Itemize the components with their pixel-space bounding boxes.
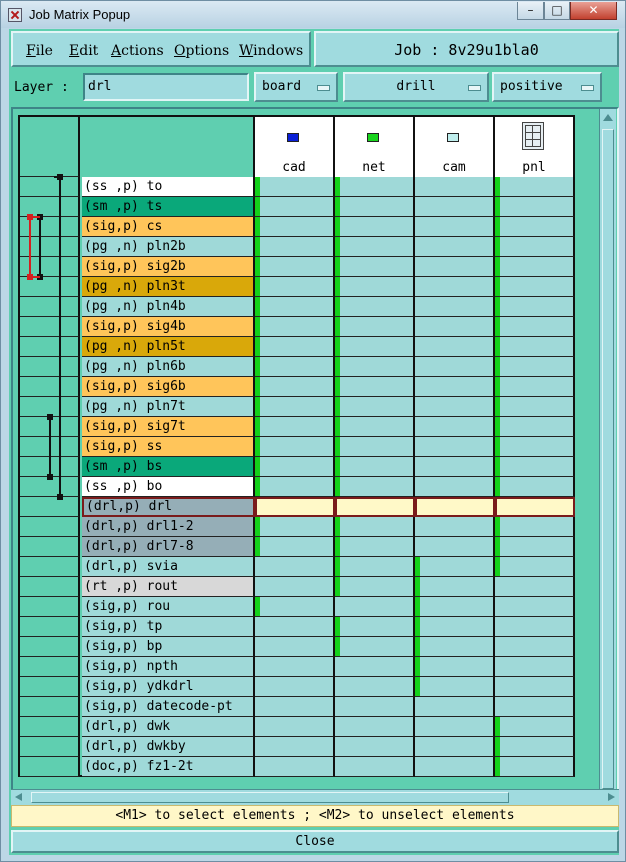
matrix-cell-cam[interactable] [415,577,495,597]
matrix-cell-cam[interactable] [415,737,495,757]
layer-row-name[interactable]: (drl,p) svia [82,557,255,577]
option-menu-indicator-icon [581,85,594,91]
layer-present-marker [255,237,260,256]
menu-edit-rest: dit [79,43,99,59]
matrix-cell-pnl[interactable] [495,477,575,497]
menu-options-accel: O [174,43,186,59]
matrix-cell-pnl[interactable] [495,217,575,237]
matrix-cell-net[interactable] [335,317,415,337]
context-option-label: board [262,79,302,94]
menu-bar [11,31,311,67]
matrix-cell-pnl[interactable] [495,637,575,657]
matrix-cell-pnl[interactable] [495,397,575,417]
layer-present-marker [495,557,500,576]
layer-present-marker [255,537,260,556]
matrix-cell-cad[interactable] [255,197,335,217]
layer-present-marker [495,477,500,496]
light-square-icon [447,133,459,142]
layer-present-marker [255,277,260,296]
menu-windows[interactable] [239,43,303,59]
matrix-panel [11,107,619,813]
menu-options[interactable] [174,43,229,59]
matrix-cell-cad[interactable] [255,257,335,277]
layer-present-marker [255,297,260,316]
layer-present-marker [415,617,420,636]
layer-present-marker [335,437,340,456]
maximize-button[interactable]: □ [544,2,570,20]
matrix-cell-net[interactable] [335,297,415,317]
layer-present-marker [495,357,500,376]
layer-present-marker [495,397,500,416]
matrix-cell-net[interactable] [335,617,415,637]
matrix-cell-net[interactable] [335,757,415,777]
matrix-cell-net[interactable] [335,337,415,357]
matrix-cell-pnl[interactable] [495,737,575,757]
matrix-grid [18,115,575,777]
menu-actions[interactable] [111,43,164,59]
matrix-cell-pnl[interactable] [495,317,575,337]
matrix-cell-cad[interactable] [255,617,335,637]
matrix-cell-pnl[interactable] [495,537,575,557]
layer-present-marker [255,357,260,376]
status-message: <M1> to select elements ; <M2> to unselect elements [11,805,619,827]
layer-row-name[interactable]: (sig,p) ydkdrl [82,677,255,697]
layer-row-name[interactable]: (sig,p) sig6b [82,377,255,397]
matrix-cell-cam[interactable] [415,717,495,737]
matrix-cell-cam[interactable] [415,377,495,397]
layer-present-marker [335,417,340,436]
layer-present-marker [415,577,420,596]
layer-present-marker [255,517,260,536]
matrix-cell-cam[interactable] [415,397,495,417]
layer-present-marker [335,557,340,576]
matrix-cell-pnl[interactable] [495,177,575,197]
layer-present-marker [495,337,500,356]
layer-present-marker [415,557,420,576]
matrix-cell-pnl[interactable] [495,697,575,717]
layer-present-marker [495,317,500,336]
job-info [314,31,619,67]
matrix-cell-cad[interactable] [255,497,335,517]
matrix-cell-pnl[interactable] [495,277,575,297]
layer-row-name[interactable]: (sm ,p) ts [82,197,255,217]
layer-present-marker [255,377,260,396]
matrix-cell-net[interactable] [335,497,415,517]
layer-row-name[interactable]: (sig,p) datecode-pt [82,697,255,717]
polarity-option-label: positive [500,79,563,94]
layer-present-marker [255,217,260,236]
panel-grid-icon [522,122,544,150]
layer-row-name[interactable]: (sm ,p) bs [82,457,255,477]
layer-present-marker [495,757,500,776]
matrix-cell-cad[interactable] [255,737,335,757]
layer-present-marker [335,317,340,336]
layer-present-marker [255,197,260,216]
client-area [9,29,619,855]
column-header-label: net [362,160,386,175]
layer-present-marker [495,517,500,536]
layer-row-name[interactable]: (pg ,n) pln6b [82,357,255,377]
menu-edit[interactable] [69,43,98,59]
drill-span-end [47,414,53,420]
layer-row-name[interactable]: (drl,p) drl1-2 [82,517,255,537]
scroll-left-icon[interactable] [15,793,22,801]
matrix-cell-net[interactable] [335,417,415,437]
matrix-cell-cad[interactable] [255,337,335,357]
matrix-cell-cam[interactable] [415,417,495,437]
layer-present-marker [495,177,500,196]
matrix-cell-cam[interactable] [415,617,495,637]
matrix-cell-cad[interactable] [255,637,335,657]
menu-file[interactable] [26,43,53,59]
matrix-cell-net[interactable] [335,357,415,377]
layer-present-marker [335,357,340,376]
column-header-label: cam [442,160,466,175]
layer-present-marker [495,537,500,556]
matrix-cell-cam[interactable] [415,637,495,657]
matrix-cell-cam[interactable] [415,317,495,337]
matrix-cell-pnl[interactable] [495,357,575,377]
matrix-cell-cam[interactable] [415,337,495,357]
layer-row-name[interactable]: (pg ,n) pln7t [82,397,255,417]
layer-present-marker [335,297,340,316]
matrix-cell-cam[interactable] [415,657,495,677]
menu-file-accel: F [26,43,36,59]
matrix-cell-cam[interactable] [415,457,495,477]
layer-present-marker [495,377,500,396]
layer-present-marker [335,637,340,656]
layer-present-marker [495,297,500,316]
matrix-cell-cam[interactable] [415,197,495,217]
matrix-cell-cam[interactable] [415,297,495,317]
matrix-cell-cad[interactable] [255,297,335,317]
matrix-cell-cad[interactable] [255,517,335,537]
layer-row-name[interactable]: (pg ,n) pln2b [82,237,255,257]
menu-actions-accel: A [111,43,122,59]
matrix-cell-net[interactable] [335,237,415,257]
matrix-cell-pnl[interactable] [495,657,575,677]
layer-present-marker [335,457,340,476]
matrix-cell-pnl[interactable] [495,497,575,517]
layer-present-marker [335,237,340,256]
menu-edit-accel: E [69,43,80,59]
matrix-cell-cad[interactable] [255,697,335,717]
matrix-cell-pnl[interactable] [495,257,575,277]
job-name: Job : 8v29u1bla0 [394,41,539,59]
layer-row-name[interactable]: (drl,p) dwk [82,717,255,737]
layer-present-marker [415,657,420,676]
matrix-cell-cam[interactable] [415,357,495,377]
matrix-cell-cam[interactable] [415,437,495,457]
layer-label: Layer : [14,80,69,95]
layer-present-marker [335,197,340,216]
matrix-cell-pnl[interactable] [495,297,575,317]
layer-row-name[interactable]: (sig,p) sig7t [82,417,255,437]
matrix-cell-cad[interactable] [255,277,335,297]
matrix-cell-pnl[interactable] [495,597,575,617]
matrix-cell-cam[interactable] [415,557,495,577]
matrix-cell-cam[interactable] [415,517,495,537]
layer-row-name[interactable]: (sig,p) cs [82,217,255,237]
layer-present-marker [255,317,260,336]
layer-present-marker [255,437,260,456]
matrix-cell-cam[interactable] [415,237,495,257]
layer-present-marker [335,577,340,596]
matrix-cell-net[interactable] [335,397,415,417]
matrix-cell-cad[interactable] [255,717,335,737]
layer-row-name[interactable]: (pg ,n) pln3t [82,277,255,297]
matrix-cell-net[interactable] [335,597,415,617]
column-header-cad[interactable] [255,117,335,177]
layer-present-marker [495,277,500,296]
matrix-cell-pnl[interactable] [495,717,575,737]
matrix-cell-cam[interactable] [415,217,495,237]
column-header-label: pnl [522,160,546,175]
matrix-cell-net[interactable] [335,697,415,717]
layer-row-name[interactable]: (sig,p) ss [82,437,255,457]
layer-row-name[interactable]: (ss ,p) bo [82,477,255,497]
matrix-cell-cam[interactable] [415,537,495,557]
menu-options-rest: ptions [185,43,230,59]
matrix-cell-cam[interactable] [415,697,495,717]
matrix-cell-cad[interactable] [255,177,335,197]
matrix-cell-pnl[interactable] [495,577,575,597]
type-option-button[interactable] [343,72,489,102]
layer-present-marker [495,437,500,456]
matrix-cell-pnl[interactable] [495,197,575,217]
layer-present-marker [495,737,500,756]
matrix-cell-net[interactable] [335,277,415,297]
layer-present-marker [335,257,340,276]
matrix-cell-cam[interactable] [415,757,495,777]
layer-row-name[interactable]: (drl,p) drl7-8 [82,537,255,557]
matrix-cell-cad[interactable] [255,437,335,457]
layer-present-marker [335,397,340,416]
context-option-button[interactable] [254,72,338,102]
polarity-option-button[interactable] [492,72,602,102]
layer-row-name[interactable]: (drl,p) dwkby [82,737,255,757]
matrix-cell-net[interactable] [335,577,415,597]
close-button[interactable]: Close [11,830,619,853]
matrix-cell-pnl[interactable] [495,617,575,637]
layer-present-marker [255,597,260,616]
matrix-cell-net[interactable] [335,217,415,237]
matrix-cell-pnl[interactable] [495,237,575,257]
app-icon [8,8,22,22]
scroll-up-icon[interactable] [603,114,613,121]
layer-row-name[interactable]: (ss ,p) to [82,177,255,197]
matrix-cell-cad[interactable] [255,317,335,337]
layer-present-marker [255,257,260,276]
option-menu-indicator-icon [468,85,481,91]
matrix-cell-net[interactable] [335,737,415,757]
matrix-cell-net[interactable] [335,177,415,197]
layer-row-name[interactable]: (rt ,p) rout [82,577,255,597]
menu-windows-rest: indows [253,43,304,59]
matrix-cell-cad[interactable] [255,657,335,677]
matrix-cell-pnl[interactable] [495,757,575,777]
horizontal-scrollbar[interactable] [11,789,619,805]
matrix-cell-cad[interactable] [255,577,335,597]
green-square-icon [367,133,379,142]
matrix-cell-pnl[interactable] [495,677,575,697]
layer-present-marker [335,337,340,356]
matrix-cell-cam[interactable] [415,177,495,197]
matrix-cell-pnl[interactable] [495,457,575,477]
layer-row-name[interactable]: (sig,p) tp [82,617,255,637]
layer-present-marker [255,177,260,196]
matrix-cell-cam[interactable] [415,257,495,277]
matrix-cell-net[interactable] [335,457,415,477]
layer-row-name[interactable]: (doc,p) fz1-2t [82,757,255,777]
menu-file-rest: ile [35,43,53,59]
option-menu-indicator-icon [317,85,330,91]
layer-present-marker [335,177,340,196]
matrix-cell-cad[interactable] [255,397,335,417]
layer-present-marker [415,677,420,696]
matrix-cell-pnl[interactable] [495,377,575,397]
matrix-cell-net[interactable] [335,517,415,537]
layer-present-marker [495,217,500,236]
layer-present-marker [255,397,260,416]
matrix-cell-net[interactable] [335,257,415,277]
drill-span-end [57,494,63,500]
matrix-cell-cad[interactable] [255,357,335,377]
layer-name-header [80,117,255,177]
matrix-cell-cad[interactable] [255,457,335,477]
matrix-cell-net[interactable] [335,637,415,657]
matrix-cell-cad[interactable] [255,597,335,617]
matrix-cell-cad[interactable] [255,217,335,237]
horizontal-scroll-thumb[interactable] [31,792,509,803]
menu-windows-accel: W [239,43,254,59]
layer-present-marker [495,417,500,436]
matrix-cell-cam[interactable] [415,597,495,617]
layer-row-name[interactable]: (pg ,n) pln4b [82,297,255,317]
layer-row-name[interactable]: (drl,p) drl [82,497,255,517]
matrix-cell-cam[interactable] [415,497,495,517]
layer-present-marker [255,477,260,496]
column-header-net[interactable] [335,117,415,177]
menu-actions-rest: ctions [121,43,164,59]
matrix-cell-cam[interactable] [415,277,495,297]
column-header-cam[interactable] [415,117,495,177]
drill-span-end [57,174,63,180]
blue-square-icon [287,133,299,142]
matrix-cell-cad[interactable] [255,537,335,557]
vertical-scroll-thumb[interactable] [602,129,614,789]
layer-present-marker [495,457,500,476]
matrix-cell-net[interactable] [335,657,415,677]
close-window-button[interactable]: ✕ [570,2,617,20]
layer-present-marker [415,637,420,656]
layer-present-marker [335,217,340,236]
matrix-cell-net[interactable] [335,477,415,497]
matrix-cell-cam[interactable] [415,677,495,697]
layer-row-name[interactable]: (sig,p) bp [82,637,255,657]
column-header-label: cad [282,160,306,175]
window-title: Job Matrix Popup [29,7,131,22]
layer-present-marker [495,197,500,216]
matrix-cell-pnl[interactable] [495,337,575,357]
matrix-cell-net[interactable] [335,437,415,457]
matrix-cell-net[interactable] [335,377,415,397]
matrix-cell-cam[interactable] [415,477,495,497]
matrix-cell-net[interactable] [335,557,415,577]
matrix-cell-pnl[interactable] [495,517,575,537]
matrix-cell-cad[interactable] [255,757,335,777]
layer-present-marker [255,417,260,436]
layer-row-name[interactable]: (sig,p) sig4b [82,317,255,337]
drill-span-diagram [20,117,80,777]
matrix-cell-pnl[interactable] [495,437,575,457]
layer-present-marker [335,277,340,296]
matrix-cell-pnl[interactable] [495,557,575,577]
title-bar[interactable] [1,1,625,28]
matrix-cell-cad[interactable] [255,477,335,497]
scroll-right-icon[interactable] [608,793,615,801]
layer-row-name[interactable]: (sig,p) rou [82,597,255,617]
layer-present-marker [255,337,260,356]
layer-present-marker [335,477,340,496]
matrix-cell-net[interactable] [335,677,415,697]
layer-present-marker [335,537,340,556]
layer-input[interactable]: drl [83,73,249,101]
layer-present-marker [495,257,500,276]
matrix-cell-cad[interactable] [255,557,335,577]
layer-present-marker [335,617,340,636]
layer-row-name[interactable]: (pg ,n) pln5t [82,337,255,357]
drill-span-end [47,474,53,480]
column-header-pnl[interactable] [495,117,575,177]
matrix-cell-cad[interactable] [255,677,335,697]
layer-present-marker [335,377,340,396]
matrix-cell-cad[interactable] [255,237,335,257]
matrix-cell-net[interactable] [335,537,415,557]
layer-present-marker [255,457,260,476]
layer-toolbar [11,71,619,103]
layer-present-marker [335,517,340,536]
minimize-button[interactable]: – [517,2,544,20]
matrix-cell-cad[interactable] [255,417,335,437]
matrix-cell-net[interactable] [335,717,415,737]
layer-present-marker [495,237,500,256]
matrix-cell-cad[interactable] [255,377,335,397]
layer-present-marker [415,597,420,616]
layer-row-name[interactable]: (sig,p) npth [82,657,255,677]
vertical-scrollbar[interactable] [599,109,616,811]
layer-row-name[interactable]: (sig,p) sig2b [82,257,255,277]
layer-present-marker [495,717,500,736]
matrix-cell-pnl[interactable] [495,417,575,437]
type-option-label: drill [396,79,436,94]
matrix-cell-net[interactable] [335,197,415,217]
